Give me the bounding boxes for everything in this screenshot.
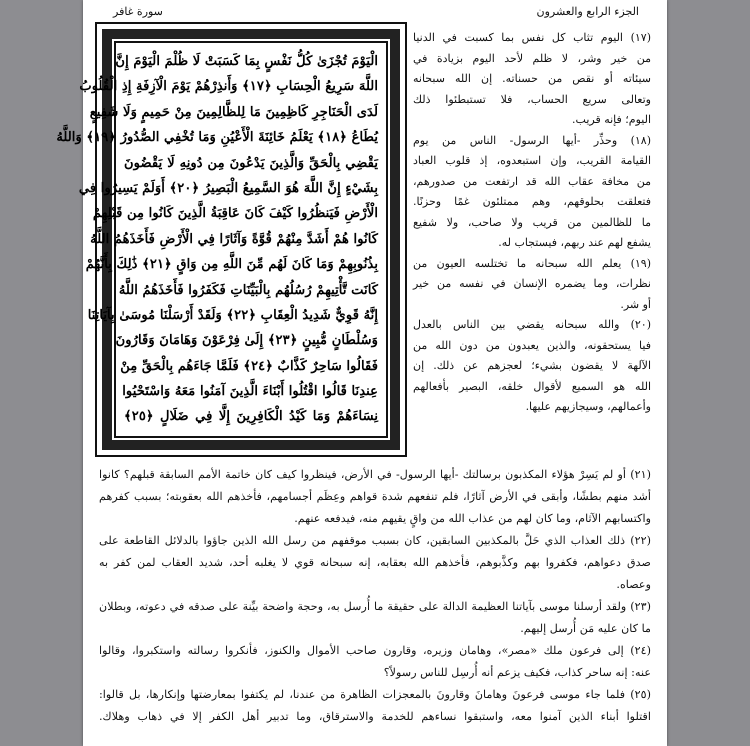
tafsir-side-column xyxy=(413,28,651,418)
tafsir-line: نظرات، وما يضمره الإنسان في نفسه من خير xyxy=(413,277,651,290)
juz-label: الجزء الرابع والعشرون xyxy=(536,5,639,18)
quran-line: كَانُوا هُمْ أَشَدَّ مِنْهُمْ قُوَّةً وَآثَارًا فِي الْأَرْضِ فَأَخَذَهُمُ اللَّهُ xyxy=(90,231,378,247)
tafsir-full-width xyxy=(99,464,651,728)
quran-line: كَانَت تَّأْتِيهِمْ رُسُلُهُم بِالْبَيِّنَاتِ فَكَفَرُوا فَأَخَذَهُمُ اللَّهُ xyxy=(118,282,378,298)
tafsir-line: يشفع لهم عند ربهم، فيستجاب له. xyxy=(498,236,651,249)
quran-line: نِسَاءَهُمْ وَمَا كَيْدُ الْكَافِرِينَ إِلَّا فِي ضَلَالٍ ﴿٢٥﴾ xyxy=(124,409,378,425)
tafsir-line: فيا يستحقونه، والذين يعبدون من دون الله من xyxy=(413,338,651,352)
quran-line: الْيَوْمَ تُجْزَىٰ كُلُّ نَفْسٍ بِمَا كَسَبَتْ لَا ظُلْمَ الْيَوْمَ إِنَّ xyxy=(115,54,378,69)
document-page xyxy=(56,0,667,746)
tafsir-line: من خير وشر، لا ظلم لأحد اليوم بزيادة في xyxy=(413,51,651,65)
ornamental-border xyxy=(56,29,400,450)
surah-name: سورة غافر xyxy=(113,5,163,18)
tafsir-line: (٢١) أو لم يَسِرْ هؤلاء المكذبون برسالتك -أيها الرسول- في الأرض، فينظروا كيف كان خاتمة الأمم السابقة قبلهم؟ كانوا xyxy=(99,468,651,481)
quran-line: لَدَى الْحَنَاجِرِ كَاظِمِينَ مَا لِلظَّالِمِينَ مِنْ حَمِيمٍ وَلَا شَفِيعٍ xyxy=(89,104,378,120)
quran-line: يَقْضِي بِالْحَقِّ وَالَّذِينَ يَدْعُونَ مِن دُونِهِ لَا يَقْضُونَ xyxy=(124,155,378,171)
quran-line: إِنَّهُ قَوِيٌّ شَدِيدُ الْعِقَابِ ﴿٢٢﴾ وَلَقَدْ أَرْسَلْنَا مُوسَىٰ بِآيَاتِنَا xyxy=(87,307,378,323)
tafsir-line: (١٧) اليوم تثاب كل نفس بما كسبت في الدنيا xyxy=(413,31,651,44)
tafsir-line: أشد منهم بطشًا، وأبقى في الأرض آثارًا، فلم تنفعهم شدة قواهم وعِظَم أجسامهم، فأخذهم الله بعقوبته؛ بسبب كفرهم xyxy=(99,490,651,503)
tafsir-line: ما للظالمين من قريب ولا صاحب، ولا شفيع xyxy=(413,215,651,229)
tafsir-line: اقتلوا أبناء الذين آمنوا معه، واستبقوا نساءهم للخدمة والاسترقاق، وما تدبير أهل الكفر إلا في ذهاب وهلاك. xyxy=(99,710,651,723)
tafsir-line: عنه: إنه ساحر كذاب، فكيف يزعم أنه أُرسِل للناس رسولاً؟ xyxy=(383,666,651,679)
tafsir-line: (٢٤) إلى فرعون ملك «مصر»، وهامان وزيره، وقارون صاحب الأموال والكنوز، فأنكروا رسالته واستكبروا، وقالوا xyxy=(99,644,651,657)
tafsir-line: ما كان عليه مَن أُرسل إليهم. xyxy=(520,622,651,635)
tafsir-line: الله هو السميع لأقوال خلقه، البصير بأفعالهم xyxy=(413,379,651,393)
tafsir-line: (١٨) وحذِّر -أيها الرسول- الناس من يوم xyxy=(413,133,651,147)
tafsir-line: فتعلقت بحلوقهم، وهم ممتلئون غمًا وحزنًا. xyxy=(413,195,651,208)
quran-line: الْأَرْضِ فَيَنظُرُوا كَيْفَ كَانَ عَاقِبَةُ الَّذِينَ كَانُوا مِن قَبْلِهِمْ xyxy=(92,206,378,222)
tafsir-line: وتعالى سريع الحساب، فلا تستبطئوا ذلك xyxy=(413,92,651,106)
quran-line: يُطَاعُ ﴿١٨﴾ يَعْلَمُ خَائِنَةَ الْأَعْيُنِ وَمَا تُخْفِي الصُّدُورُ ﴿١٩﴾ وَاللَّهُ xyxy=(56,130,378,146)
tafsir-line: القيامة القريب، وإن استبعدوه، إذ قلوب العباد xyxy=(413,154,651,167)
quran-line: عِندِنَا قَالُوا اقْتُلُوا أَبْنَاءَ الَّذِينَ آمَنُوا مَعَهُ وَاسْتَحْيُوا xyxy=(122,384,378,400)
tafsir-line: وأعمالهم، وسيجازيهم عليها. xyxy=(525,400,651,413)
quran-text-block xyxy=(56,42,387,437)
tafsir-line: أو شر. xyxy=(620,297,651,311)
tafsir-line: (٢٠) والله سبحانه يقضي بين الناس بالعدل xyxy=(413,318,651,331)
mushaf-frame xyxy=(56,22,407,457)
tafsir-line: (٢٥) فلما جاء موسى فرعونَ وهامانَ وقارونَ بالمعجزات الظاهرة من عندنا، لم يكتفوا بمعارضتها وإنكارها، بل قالوا: xyxy=(99,688,651,701)
tafsir-line: اليوم؛ فإنه قريب. xyxy=(572,113,651,126)
tafsir-line: سيئاته أو نقص من حسناته. إن الله سبحانه xyxy=(413,72,651,85)
tafsir-line: واكتسابهم الآثام، وما كان لهم من عذاب الله من واقٍ يقيهم منه، فيدفعه عنهم. xyxy=(294,512,651,525)
quran-line: بِذُنُوبِهِمْ وَمَا كَانَ لَهُم مِّنَ اللَّهِ مِن وَاقٍ ﴿٢١﴾ ذَٰلِكَ بِأَنَّهُمْ xyxy=(85,257,378,273)
page-header xyxy=(83,2,667,22)
tafsir-line: (٢٣) ولقد أرسلنا موسى بآياتنا العظيمة الدالة على حقيقة ما أُرسل به، وحجة واضحة بيِّنة على صدقه في دعوته، وبطلان xyxy=(99,600,651,613)
tafsir-line: وعصاه. xyxy=(616,578,651,591)
quran-line: فَقَالُوا سَاحِرٌ كَذَّابٌ ﴿٢٤﴾ فَلَمَّا جَاءَهُم بِالْحَقِّ مِنْ xyxy=(120,358,378,374)
tafsir-line: (٢٢) ذلك العذاب الذي حَلَّ بالمكذبين السابقين، كان بسبب موقفهم من رسل الله الذين جاؤوا بالدلائل القاطعة على xyxy=(99,534,651,547)
tafsir-line: صدق دعواهم، فكفروا بهم وكذَّبوهم، فأخذهم الله بعقابه، إنه سبحانه قوي لا يغلبه أحد، شديد العقاب لمن كفر به xyxy=(99,556,651,569)
quran-line: وَسُلْطَانٍ مُّبِينٍ ﴿٢٣﴾ إِلَىٰ فِرْعَوْنَ وَهَامَانَ وَقَارُونَ xyxy=(115,333,378,349)
tafsir-line: الآلهة لا يقضون بشيء؛ لعجزهم عن ذلك. إن xyxy=(413,359,651,372)
quran-line: بِشَيْءٍ إِنَّ اللَّهَ هُوَ السَّمِيعُ الْبَصِيرُ ﴿٢٠﴾ أَوَلَمْ يَسِيرُوا فِي xyxy=(78,180,378,196)
tafsir-line: (١٩) يعلم الله سبحانه ما تختلسه العيون من xyxy=(413,256,651,270)
tafsir-line: من مخافة عقاب الله قد ارتفعت من صدورهم، xyxy=(413,174,651,188)
quran-line: اللَّهَ سَرِيعُ الْحِسَابِ ﴿١٧﴾ وَأَنذِرْهُمْ يَوْمَ الْآزِفَةِ إِذِ الْقُلُوبُ xyxy=(79,79,378,95)
